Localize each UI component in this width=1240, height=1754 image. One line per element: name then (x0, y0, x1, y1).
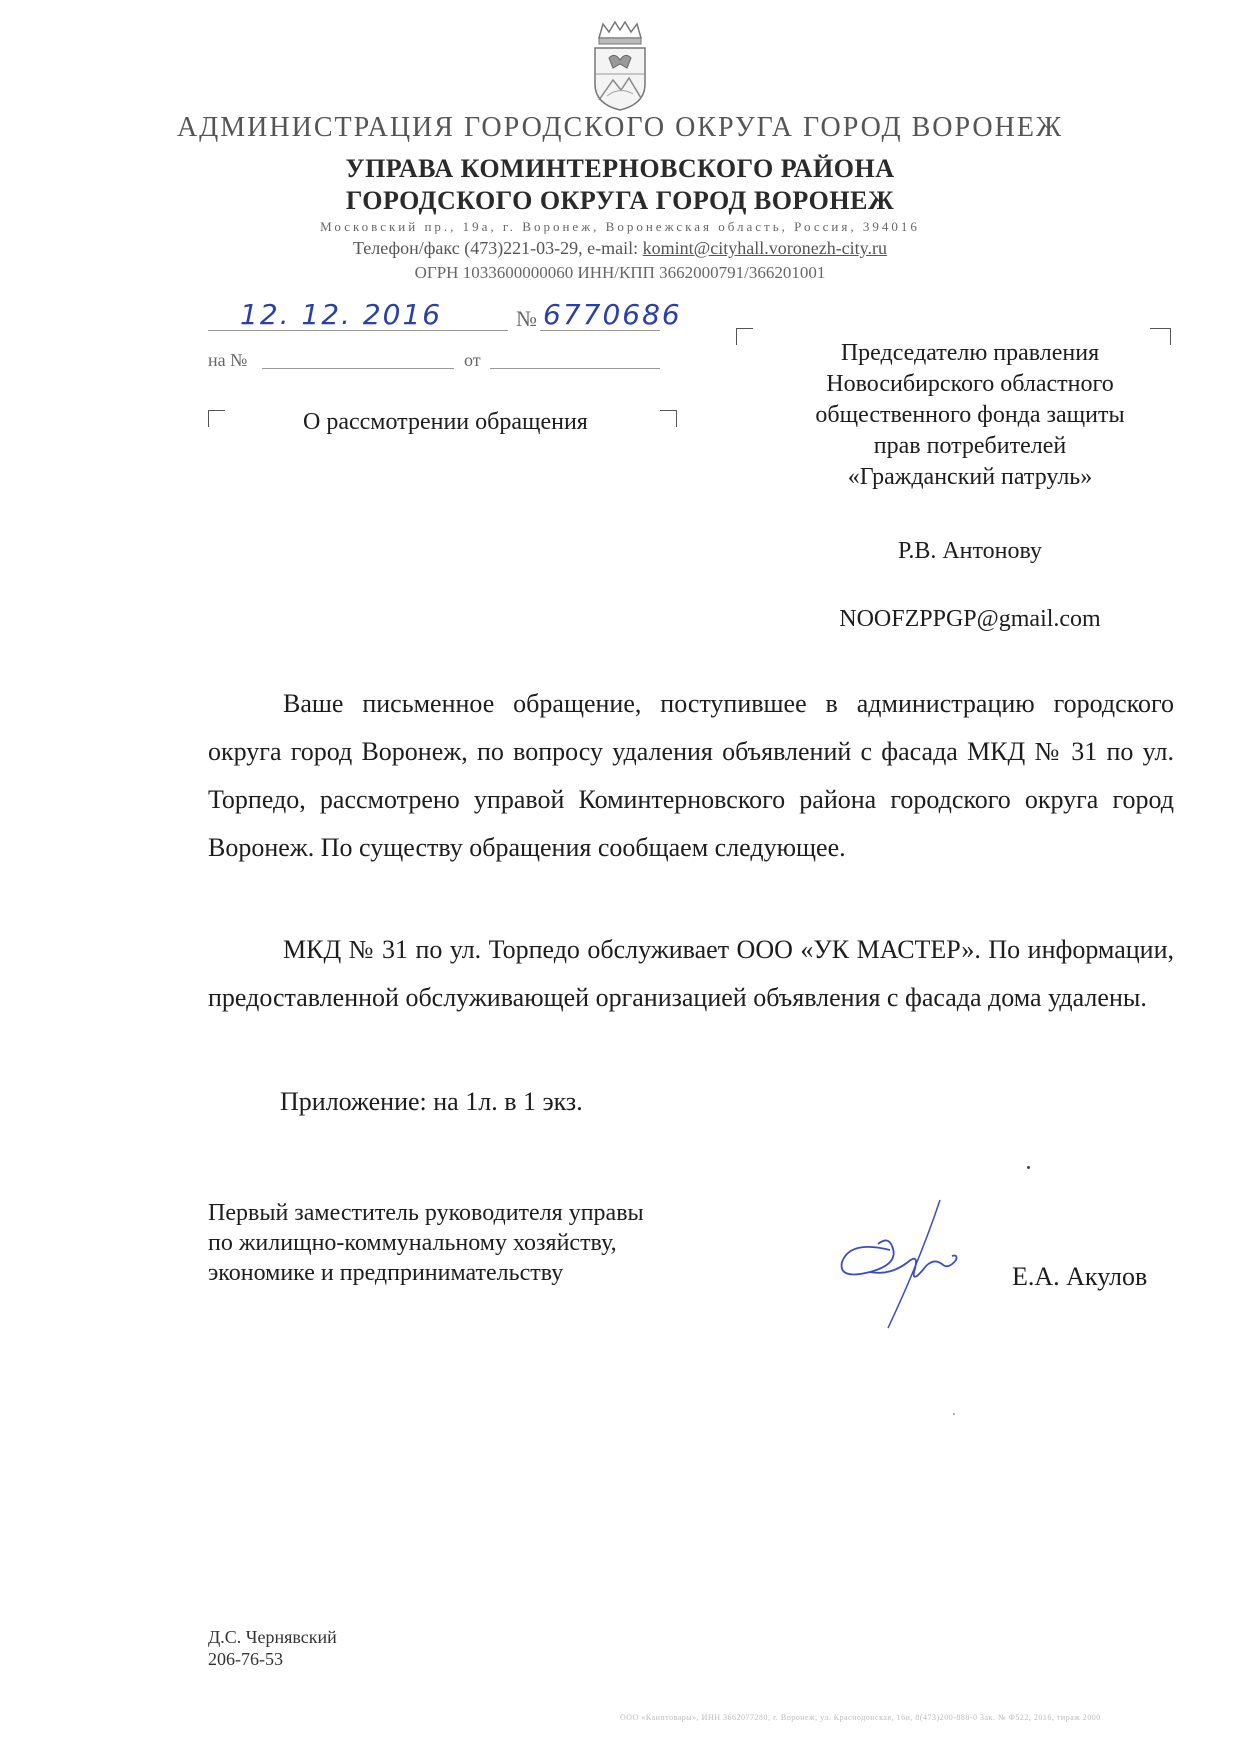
executor-phone: 206-76-53 (208, 1649, 283, 1669)
signatory-title (208, 1198, 768, 1288)
number-sign: № (516, 306, 537, 331)
from-label: от (464, 350, 481, 370)
signatory-name: Е.А. Акулов (1012, 1262, 1148, 1291)
printer-imprint: ООО «Канптовары», ИНН 3662077280, г. Воронеж, ул. Краснодонская, 16и, 8(473)200-888-0 Зак. № Ф522, 2016, тираж 2000 (620, 1713, 1101, 1722)
ref-number-line (262, 368, 454, 369)
addressee-line-2: Новосибирского областного (826, 371, 1114, 397)
addressee-line-1: Председателю правления (840, 340, 1100, 366)
signatory-title-line-3: экономике и предпринимательству (208, 1260, 564, 1286)
executor-name: Д.С. Чернявский (208, 1627, 337, 1647)
administration-title: АДМИНИСТРАЦИЯ ГОРОДСКОГО ОКРУГА ГОРОД ВОРОНЕЖ (176, 112, 1064, 143)
body-paragraph-2: МКД № 31 по ул. Торпедо обслуживает ООО «УК МАСТЕР». По информации, предоставленной обслуживающей организацией объявления с фасада дома удалены. (208, 935, 1174, 1012)
header-email-link[interactable]: komint@cityhall.voronezh-city.ru (642, 238, 888, 258)
letter-subject: О рассмотрении обращения (303, 409, 588, 435)
addressee-line-3: общественного фонда защиты (815, 402, 1125, 428)
subject-corner-left (208, 410, 225, 427)
addressee-line-5: «Гражданский патруль» (847, 464, 1093, 490)
addressee-email[interactable]: NOOFZPPGP@gmail.com (839, 606, 1101, 632)
attachment-note: Приложение: на 1л. в 1 экз. (280, 1087, 583, 1116)
header-phone: Телефон/факс (473)221-03-29, e-mail: (352, 238, 643, 258)
ink-mark (1027, 1166, 1030, 1169)
letter-number: 6770686 (543, 298, 682, 331)
ref-label: на № (208, 350, 248, 370)
coat-of-arms-icon (585, 18, 655, 114)
header-ogrn: ОГРН 1033600000060 ИНН/КПП 3662000791/366201001 (414, 263, 826, 282)
signatory-title-line-2: по жилищно-коммунальному хозяйству, (208, 1230, 617, 1256)
addressee-name: Р.В. Антонову (897, 538, 1043, 564)
scan-speck (953, 1413, 955, 1415)
ref-date-line (490, 368, 660, 369)
letter-date: 12. 12. 2016 (240, 298, 443, 331)
body-paragraph-1: Ваше письменное обращение, поступившее в администрацию городского округа город Воронеж, по вопросу удаления объявлений с фасада МКД № 31 по ул. Торпедо, рассмотрено управой Коминтерновского района городского округа город Воронеж. По существу обращения сообщаем следующее. (208, 689, 1174, 862)
addressee-line-4: прав потребителей (873, 433, 1067, 459)
header-contacts (0, 238, 1240, 259)
signatory-title-line-1: Первый заместитель руководителя управы (208, 1200, 644, 1226)
handwritten-signature (830, 1180, 1010, 1330)
uprava-title-line2: ГОРОДСКОГО ОКРУГА ГОРОД ВОРОНЕЖ (345, 186, 895, 215)
uprava-title-line1: УПРАВА КОМИНТЕРНОВСКОГО РАЙОНА (345, 154, 895, 183)
subject-corner-right (660, 410, 677, 427)
executor-info (208, 1626, 337, 1670)
header-address: Московский пр., 19а, г. Воронеж, Воронежская область, Россия, 394016 (320, 219, 920, 234)
